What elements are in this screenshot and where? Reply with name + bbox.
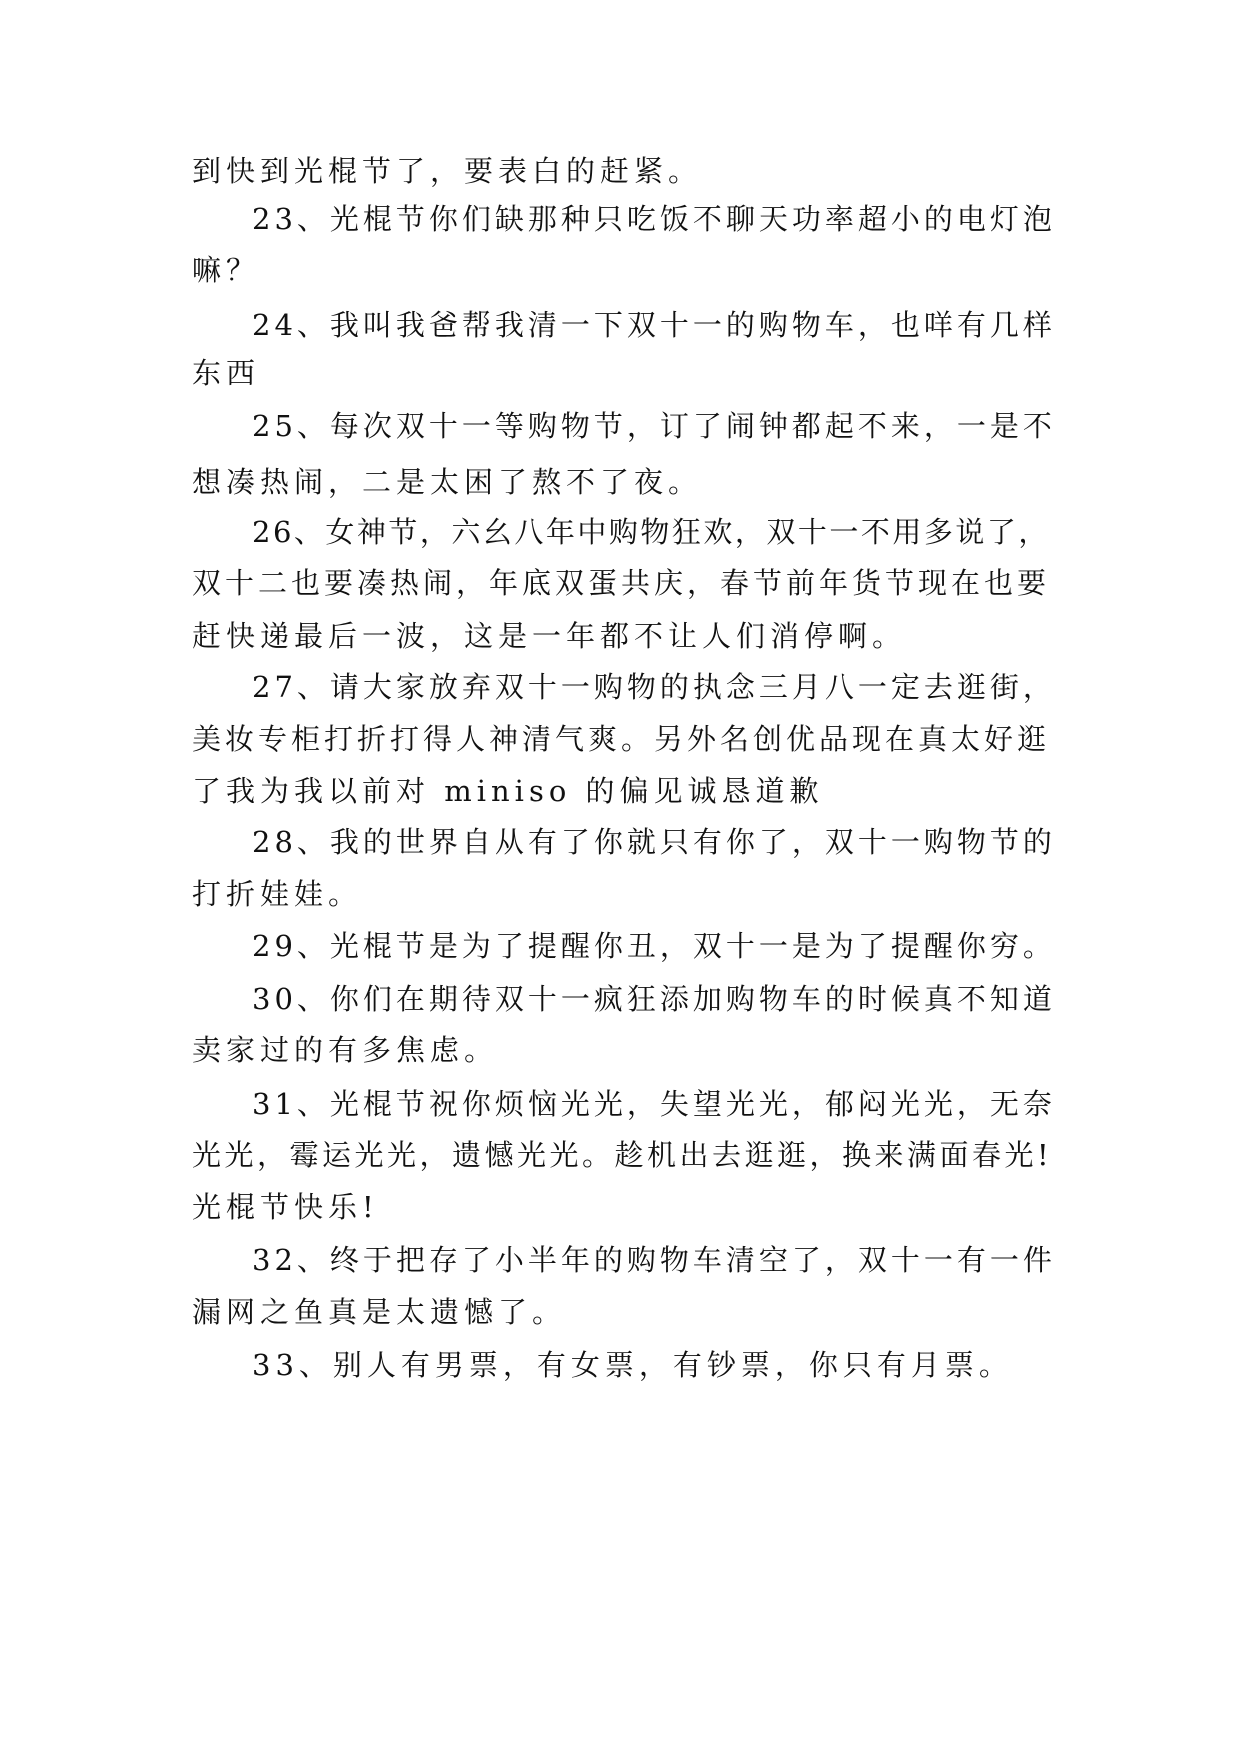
text-line: 嘛？ bbox=[192, 253, 261, 287]
text-line: 打折娃娃。 bbox=[192, 877, 363, 911]
text-line: 想凑热闹，二是太困了熬不了夜。 bbox=[192, 465, 703, 499]
text-line: 卖家过的有多焦虑。 bbox=[192, 1033, 499, 1067]
text-line: 25、每次双十一等购物节，订了闹钟都起不来，一是不 bbox=[252, 409, 1056, 443]
text-line: 31、光棍节祝你烦恼光光，失望光光，郁闷光光，无奈 bbox=[252, 1087, 1056, 1121]
text-line: 双十二也要凑热闹，年底双蛋共庆，春节前年货节现在也要 bbox=[192, 566, 1051, 600]
text-line: 美妆专柜打折打得人神清气爽。另外名创优品现在真太好逛 bbox=[192, 722, 1051, 756]
text-line: 23、光棍节你们缺那种只吃饭不聊天功率超小的电灯泡 bbox=[252, 202, 1056, 236]
text-line: 到快到光棍节了，要表白的赶紧。 bbox=[192, 154, 703, 188]
text-line: 29、光棍节是为了提醒你丑，双十一是为了提醒你穷。 bbox=[252, 929, 1056, 963]
text-line: 33、别人有男票，有女票，有钞票，你只有月票。 bbox=[252, 1348, 1013, 1382]
text-line: 赶快递最后一波，这是一年都不让人们消停啊。 bbox=[192, 619, 907, 653]
text-line: 光棍节快乐! bbox=[192, 1190, 379, 1224]
text-line: 24、我叫我爸帮我清一下双十一的购物车，也咩有几样 bbox=[252, 308, 1056, 342]
text-line: 26、女神节，六幺八年中购物狂欢，双十一不用多说了， bbox=[252, 515, 1050, 549]
text-line: 32、终于把存了小半年的购物车清空了，双十一有一件 bbox=[252, 1243, 1056, 1277]
text-line: 漏网之鱼真是太遗憾了。 bbox=[192, 1295, 567, 1329]
text-line: 光光，霉运光光，遗憾光光。趁机出去逛逛，换来满面春光! bbox=[192, 1138, 1053, 1172]
text-line: 30、你们在期待双十一疯狂添加购物车的时候真不知道 bbox=[252, 982, 1056, 1016]
text-line: 27、请大家放弃双十一购物的执念三月八一定去逛街， bbox=[252, 670, 1056, 704]
text-line: 28、我的世界自从有了你就只有你了，双十一购物节的 bbox=[252, 825, 1056, 859]
text-line: 了我为我以前对 miniso 的偏见诚恳道歉 bbox=[192, 774, 824, 808]
text-line: 东西 bbox=[192, 356, 261, 390]
